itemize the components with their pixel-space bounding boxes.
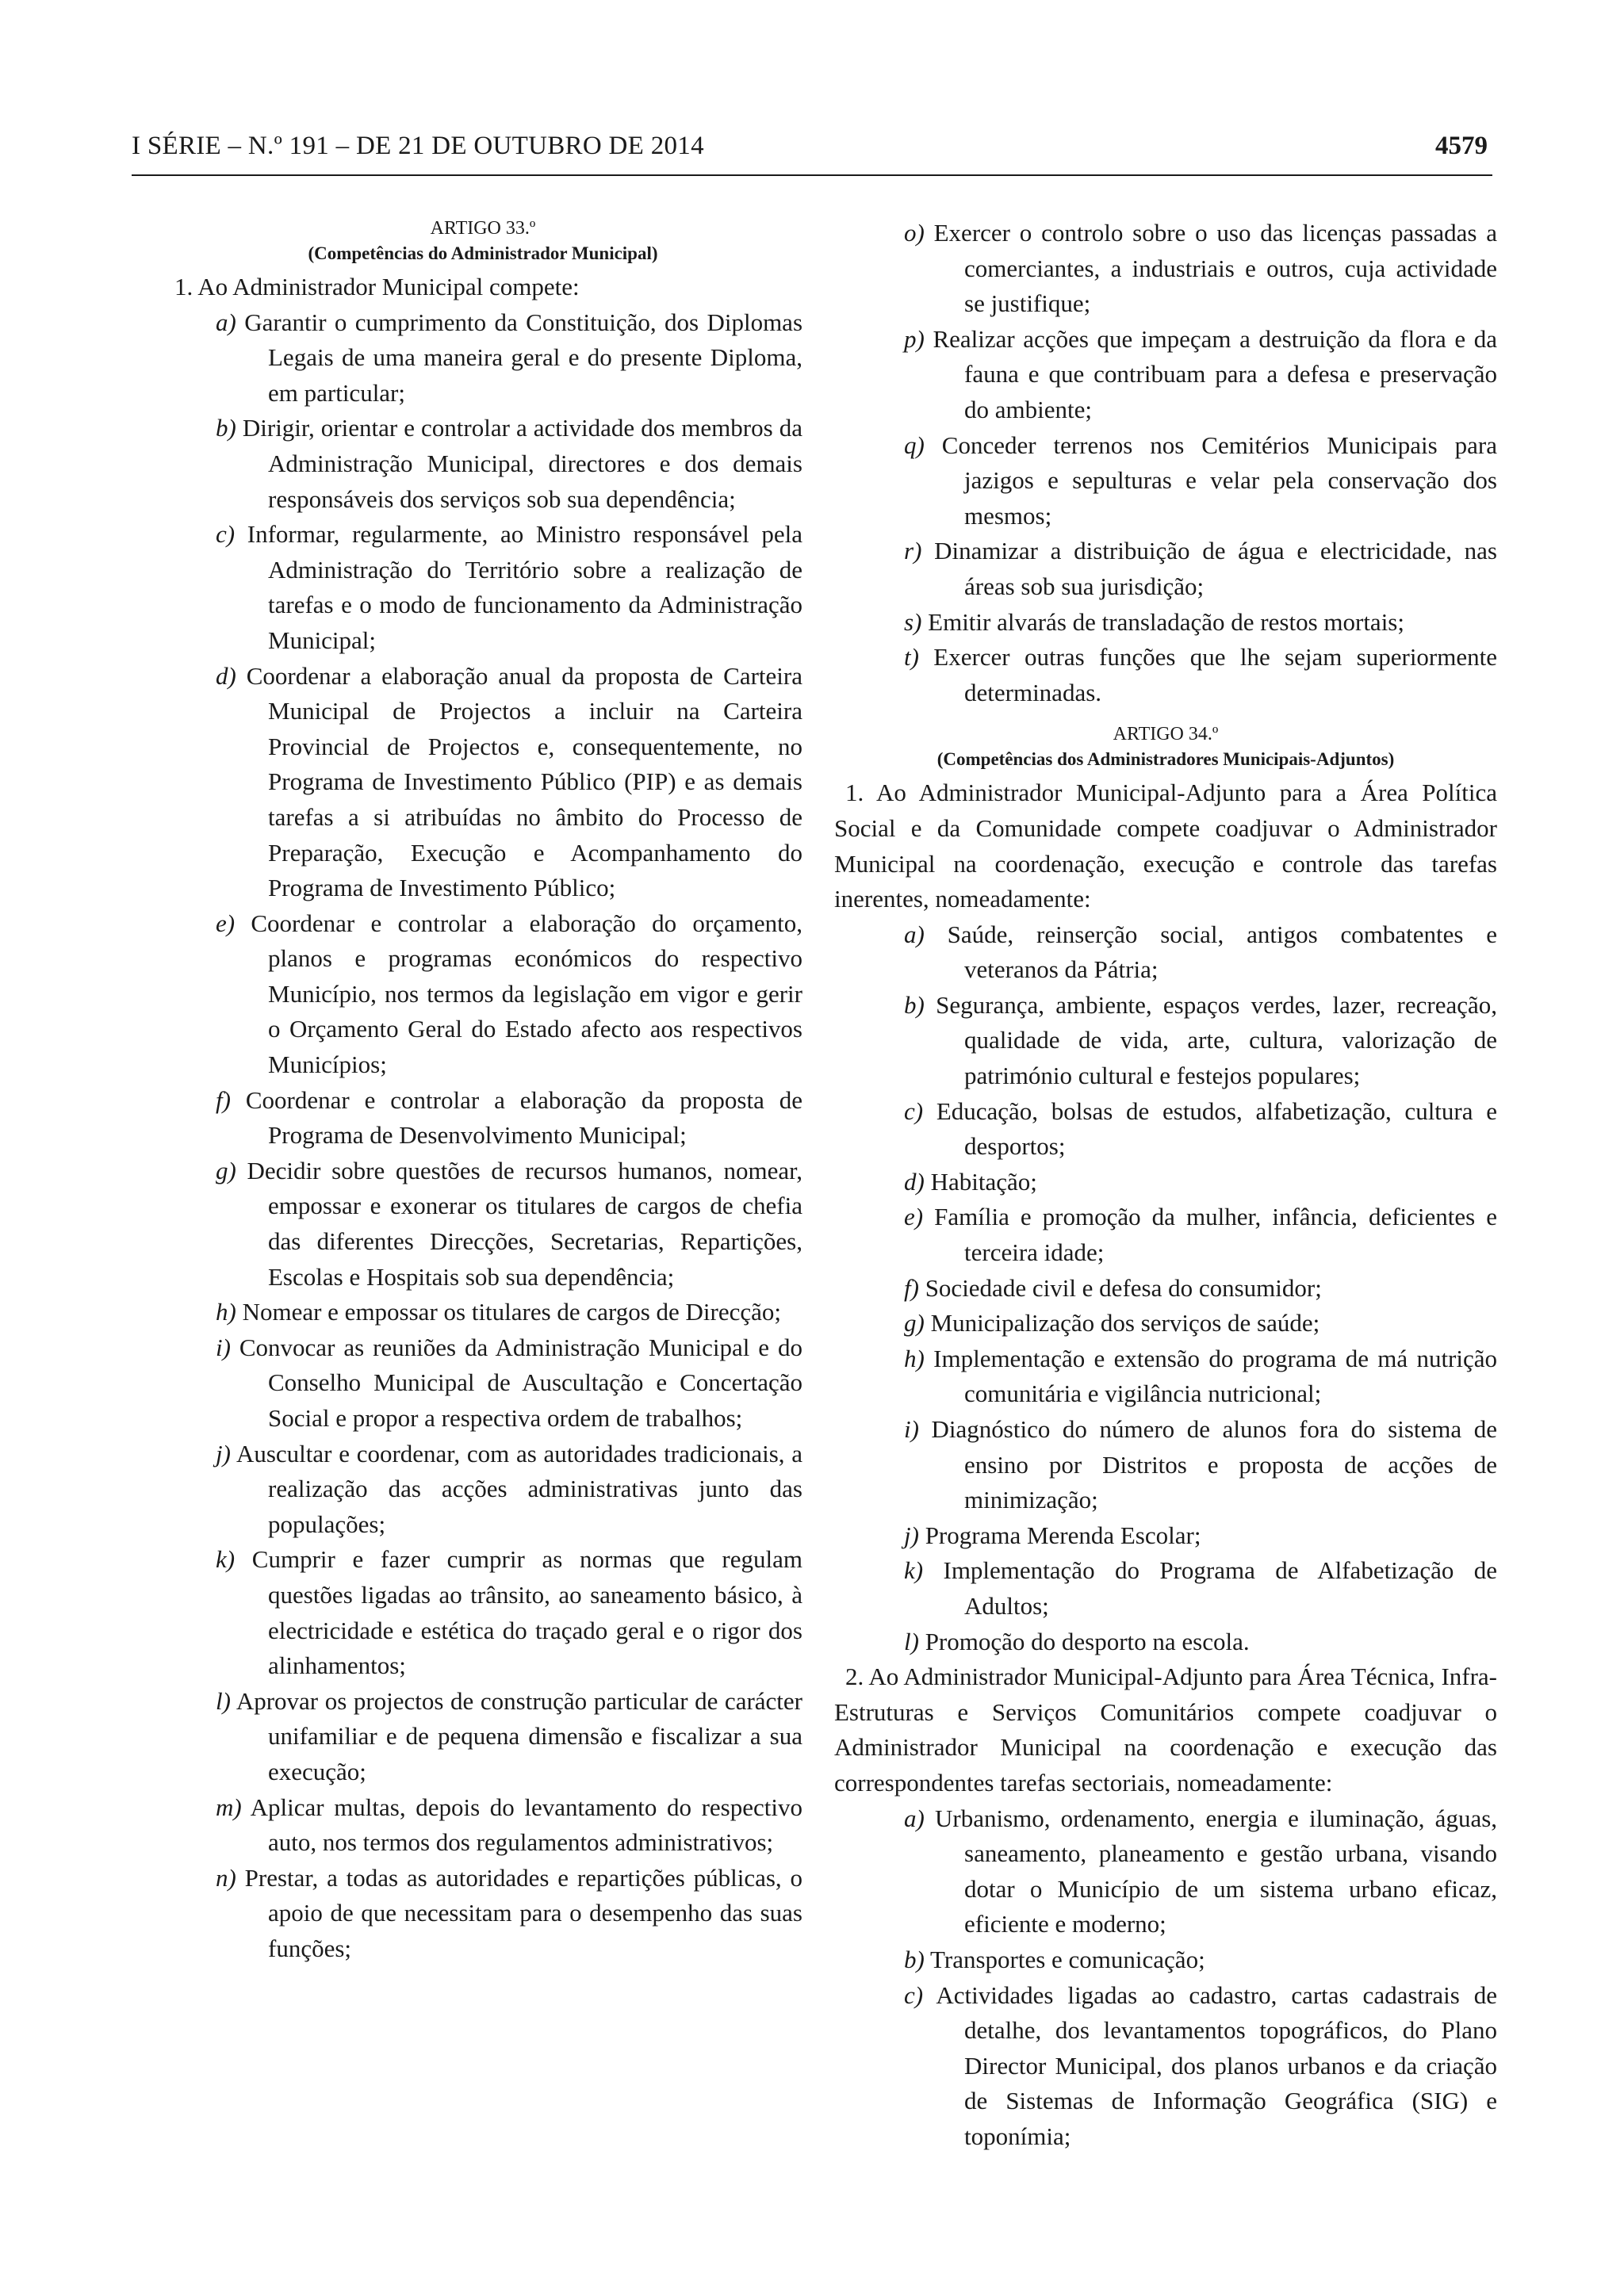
page-number: 4579 (1435, 132, 1488, 160)
list-item (834, 1553, 1497, 1624)
item-text: Implementação e extensão do programa de má nutrição comunitária e vigilância nutricional; (933, 1344, 1498, 1408)
list-item (163, 906, 802, 1083)
item-letter: e) (216, 909, 236, 937)
list-item (834, 216, 1497, 322)
item-letter: g) (904, 1309, 925, 1337)
article-33-items (163, 305, 802, 1967)
list-item (163, 305, 802, 411)
list-item (163, 1295, 802, 1330)
item-text: Sociedade civil e defesa do consumidor; (925, 1273, 1322, 1302)
list-item (834, 640, 1497, 710)
list-item (163, 517, 802, 658)
item-text: Dinamizar a distribuição de água e electricidade, nas áreas sob sua jurisdição; (934, 537, 1497, 600)
list-item (834, 428, 1497, 534)
item-letter: l) (216, 1686, 231, 1715)
item-text: Dirigir, orientar e controlar a actividade dos membros da Administração Municipal, directores e dos demais responsáveis dos serviços sob sua dependência; (242, 414, 802, 513)
item-letter: t) (904, 643, 919, 672)
list-item (163, 659, 802, 906)
article-33-subtitle: (Competências do Administrador Municipal) (308, 243, 658, 263)
item-letter: k) (904, 1556, 924, 1585)
list-item (163, 1861, 802, 1967)
item-letter: c) (216, 520, 236, 549)
item-letter: b) (904, 1945, 925, 1973)
item-text: Urbanismo, ordenamento, energia e iluminação, águas, saneamento, planeamento e gestão urbana, visando dotar o Município de um sistema urbano eficaz, eficiente e moderno; (934, 1804, 1498, 1938)
item-text: Cumprir e fazer cumprir as normas que regulam questões ligadas ao trânsito, ao saneamento básico, à electricidade e estética do traçado geral e o rigor dos alinhamentos; (251, 1545, 802, 1680)
article-33-intro: 1. Ao Administrador Municipal compete: (174, 273, 580, 300)
list-item (834, 1094, 1497, 1165)
list-item (834, 1942, 1497, 1978)
item-letter: p) (904, 324, 925, 353)
item-letter: i) (216, 1333, 231, 1361)
item-letter: r) (904, 537, 922, 565)
list-item (834, 1518, 1497, 1554)
item-letter: i) (904, 1415, 919, 1443)
item-letter: e) (904, 1203, 924, 1231)
item-text: Família e promoção da mulher, infância, deficientes e terceira idade; (934, 1203, 1497, 1267)
article-33-continued-items (834, 216, 1497, 710)
item-text: Coordenar e controlar a elaboração da proposta de Programa de Desenvolvimento Municipal; (245, 1085, 803, 1150)
item-text: Actividades ligadas ao cadastro, cartas cadastrais de detalhe, dos levantamentos topográficos, do Plano Director Municipal, dos planos urbanos e da criação de Sistemas de Informação Geográfica (SIG) e toponímia; (936, 1980, 1497, 2150)
list-item (163, 1790, 802, 1861)
list-item (834, 1271, 1497, 1307)
item-letter: a) (216, 308, 236, 336)
item-text: Diagnóstico do número de alunos fora do sistema de ensino por Distritos e proposta de acções de minimização; (931, 1415, 1497, 1514)
list-item (834, 1801, 1497, 1942)
item-text: Educação, bolsas de estudos, alfabetização, cultura e desportos; (936, 1096, 1497, 1161)
list-item (834, 1165, 1497, 1200)
list-item (834, 1412, 1497, 1518)
item-letter: q) (904, 430, 925, 459)
item-letter: a) (904, 1804, 925, 1832)
item-text: Conceder terrenos nos Cemitérios Municipais para jazigos e sepulturas e velar pela conservação dos mesmos; (941, 430, 1497, 530)
item-letter: f) (216, 1085, 231, 1114)
article-34-paragraph-1: 1. Ao Administrador Municipal-Adjunto para a Área Política Social e da Comunidade compete coadjuvar o Administrador Municipal na coordenação, execução e controle das tarefas inerentes, nomeadamente: (834, 779, 1497, 913)
item-letter: h) (216, 1298, 236, 1326)
list-item (834, 605, 1497, 641)
article-34-subtitle: (Competências dos Administradores Municipais-Adjuntos) (936, 749, 1395, 770)
item-letter: g) (216, 1156, 236, 1184)
item-text: Auscultar e coordenar, com as autoridades tradicionais, a realização das acções administrativas junto das populações; (236, 1439, 802, 1538)
item-letter: a) (904, 920, 925, 948)
item-text: Municipalização dos serviços de saúde; (930, 1309, 1320, 1337)
item-text: Garantir o cumprimento da Constituição, dos Diplomas Legais de uma maneira geral e do presente Diploma, em particular; (244, 308, 803, 407)
item-letter: h) (904, 1344, 925, 1372)
item-text: Aprovar os projectos de construção particular de carácter unifamiliar e de pequena dimensão e fiscalizar a sua execução; (236, 1686, 802, 1785)
item-letter: j) (904, 1521, 919, 1549)
list-item (163, 411, 802, 517)
item-text: Coordenar a elaboração anual da proposta de Carteira Municipal de Projectos a incluir na Carteira Provincial de Projectos e, consequentemente, no Programa de Investimento Público (PIP) e as demais tarefas a si atribuídas no âmbito do Processo de Preparação, Execução e Acompanhamento do Programa de Investimento Público; (246, 661, 802, 902)
item-text: Nomear e empossar os titulares de cargos de Direcção; (242, 1298, 782, 1326)
item-text: Exercer outras funções que lhe sejam superiormente determinadas. (933, 643, 1497, 706)
item-text: Prestar, a todas as autoridades e repartições públicas, o apoio de que necessitam para o desempenho das suas funções; (244, 1863, 803, 1962)
item-text: Promoção do desporto na escola. (925, 1627, 1250, 1655)
list-item (834, 1624, 1497, 1660)
item-letter: k) (216, 1545, 236, 1574)
article-34-items-2 (834, 1801, 1497, 2155)
item-text: Decidir sobre questões de recursos humanos, nomear, empossar e exonerar os titulares de cargos de chefia das diferentes Direcções, Secretarias, Repartições, Escolas e Hospitais sob sua dependência; (247, 1156, 803, 1291)
item-letter: s) (904, 607, 922, 636)
item-letter: l) (904, 1627, 919, 1655)
list-item (834, 988, 1497, 1094)
item-letter: j) (216, 1439, 231, 1468)
list-item (163, 1083, 802, 1154)
item-text: Saúde, reinserção social, antigos combatentes e veteranos da Pátria; (947, 920, 1498, 984)
right-column (834, 216, 1497, 2154)
item-text: Emitir alvarás de transladação de restos mortais; (928, 607, 1404, 636)
item-text: Informar, regularmente, ao Ministro responsável pela Administração do Território sobre a realização de tarefas e o modo de funcionamento da Administração Municipal; (247, 520, 802, 654)
article-34-items-1 (834, 917, 1497, 1659)
page-header (132, 127, 1492, 176)
left-column (163, 216, 802, 1967)
item-letter: b) (216, 414, 236, 442)
list-item (163, 1330, 802, 1437)
item-letter: c) (904, 1980, 924, 2009)
list-item (163, 1437, 802, 1543)
item-letter: d) (216, 661, 236, 690)
list-item (163, 1684, 802, 1790)
list-item (834, 322, 1497, 428)
list-item (834, 1341, 1497, 1412)
list-item (834, 534, 1497, 604)
list-item (834, 1978, 1497, 2155)
item-letter: b) (904, 990, 925, 1019)
item-letter: f) (904, 1273, 919, 1302)
item-text: Coordenar e controlar a elaboração do orçamento, planos e programas económicos do respectivo Município, nos termos da legislação em vigor e gerir o Orçamento Geral do Estado afecto aos respectivos Municípios; (251, 909, 802, 1079)
item-letter: n) (216, 1863, 236, 1892)
article-33-title: ARTIGO 33.º (430, 218, 536, 239)
list-item (834, 1200, 1497, 1270)
item-text: Exercer o controlo sobre o uso das licenças passadas a comerciantes, a industriais e outros, cuja actividade se justifique; (933, 219, 1497, 318)
item-text: Convocar as reuniões da Administração Municipal e do Conselho Municipal de Auscultação e Concertação Social e propor a respectiva ordem de trabalhos; (239, 1333, 803, 1432)
item-text: Transportes e comunicação; (930, 1945, 1205, 1973)
article-34-title: ARTIGO 34.º (1113, 724, 1219, 745)
item-text: Habitação; (930, 1167, 1037, 1196)
list-item (163, 1154, 802, 1295)
item-letter: m) (216, 1793, 242, 1821)
list-item (163, 1542, 802, 1683)
item-letter: c) (904, 1096, 924, 1125)
item-text: Implementação do Programa de Alfabetização de Adultos; (943, 1556, 1497, 1620)
item-text: Segurança, ambiente, espaços verdes, lazer, recreação, qualidade de vida, arte, cultura, valorização de património cultural e festejos populares; (936, 990, 1497, 1090)
list-item (834, 1306, 1497, 1341)
item-text: Realizar acções que impeçam a destruição da flora e da fauna e que contribuam para a defesa e preservação do ambiente; (933, 324, 1498, 423)
item-letter: o) (904, 219, 925, 247)
article-34-paragraph-2: 2. Ao Administrador Municipal-Adjunto para Área Técnica, Infra-Estruturas e Serviços Comunitários compete coadjuvar o Administrador Municipal na coordenação e execução das correspondentes tarefas sectoriais, nomeadamente: (834, 1663, 1497, 1797)
series-issue-date: I SÉRIE – N.º 191 – DE 21 DE OUTUBRO DE 2014 (132, 132, 704, 160)
item-text: Programa Merenda Escolar; (925, 1521, 1201, 1549)
item-text: Aplicar multas, depois do levantamento do respectivo auto, nos termos dos regulamentos administrativos; (250, 1793, 802, 1857)
item-letter: d) (904, 1167, 925, 1196)
list-item (834, 917, 1497, 988)
